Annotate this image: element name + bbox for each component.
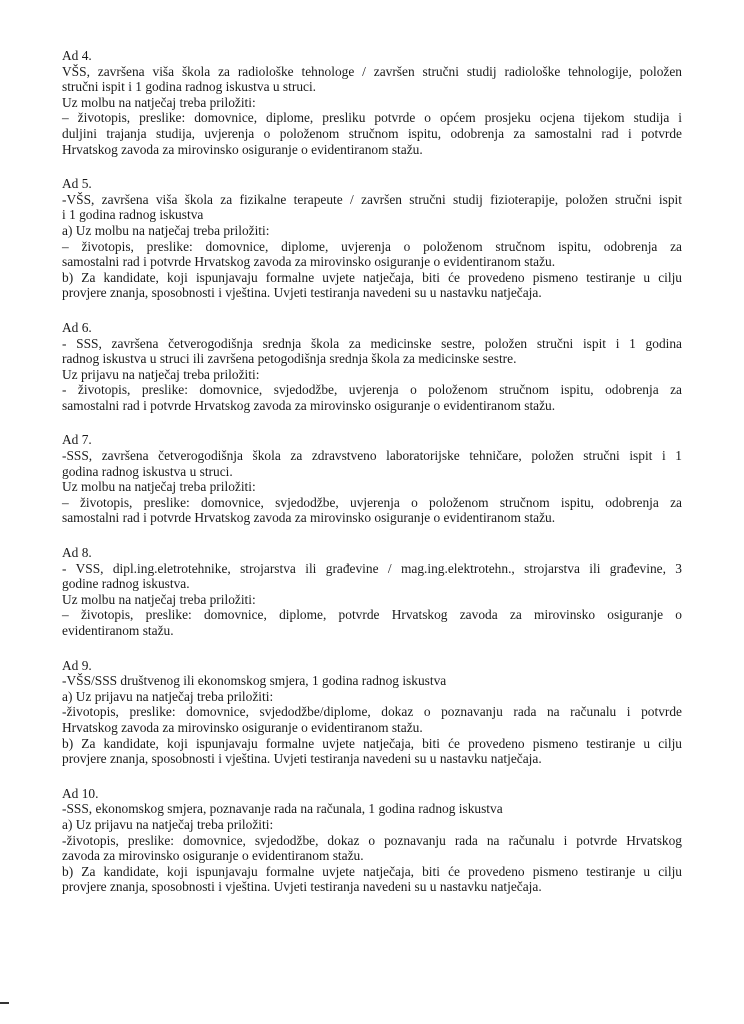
text-line: -VŠS, završena viša škola za fizikalne terapeute / završen stručni studij fizioterapije, položen stručni ispit <box>62 191 682 207</box>
text-line: a) Uz prijavu na natječaj treba priložiti: <box>62 816 274 832</box>
text-line: samostalni rad i potvrde Hrvatskog zavoda za mirovinsko osiguranje o evidentiranom stažu. <box>62 510 556 526</box>
section-heading: Ad 6. <box>62 319 92 335</box>
text-line: provjere znanja, sposobnosti i vještina. Uvjeti testiranja navedeni su u nastavku natječaja. <box>62 285 542 301</box>
text-line: Uz molbu na natječaj treba priložiti: <box>62 479 256 495</box>
text-line: duljini trajanja studija, uvjerenja o položenom stručnom ispitu, odobrenja za samostalni rad i potvrde <box>62 125 682 141</box>
section-ad-10 <box>62 786 682 895</box>
text-line: -životopis, preslike: domovnice, svjedodžbe/diplome, dokaz o poznavanju rada na računalu i potvrde <box>62 704 682 720</box>
document-page <box>62 48 682 914</box>
text-line: samostalni rad i potvrde Hrvatskog zavoda za mirovinsko osiguranje o evidentiranom stažu. <box>62 254 556 270</box>
text-line: i 1 godina radnog iskustva <box>62 207 204 223</box>
text-line: samostalni rad i potvrde Hrvatskog zavoda za mirovinsko osiguranje o evidentiranom stažu. <box>62 397 556 413</box>
text-line: Uz molbu na natječaj treba priložiti: <box>62 591 256 607</box>
text-line: – životopis, preslike: domovnice, diplome, uvjerenja o položenom stručnom ispitu, odobrenja za <box>62 238 682 254</box>
text-line: stručni ispit i 1 godina radnog iskustva u struci. <box>62 79 317 95</box>
text-line: provjere znanja, sposobnosti i vještina. Uvjeti testiranja navedeni su u nastavku natječaja. <box>62 879 542 895</box>
text-line: Uz prijavu na natječaj treba priložiti: <box>62 366 260 382</box>
text-line: - SSS, završena četverogodišnja srednja škola za medicinske sestre, položen stručni ispit i 1 godina <box>62 335 682 351</box>
text-line: Uz molbu na natječaj treba priložiti: <box>62 94 256 110</box>
text-line: provjere znanja, sposobnosti i vještina. Uvjeti testiranja navedeni su u nastavku natječaja. <box>62 751 542 767</box>
text-line: – životopis, preslike: domovnice, svjedodžbe, uvjerenja o položenom stručnom ispitu, odobrenja za <box>62 494 682 510</box>
text-line: b) Za kandidate, koji ispunjavaju formalne uvjete natječaja, biti će provedeno pismeno testiranje u cilju <box>62 863 682 879</box>
text-line: -životopis, preslike: domovnice, svjedodžbe, dokaz o poznavanju rada na računalu i potvrde Hrvatskog <box>62 832 682 848</box>
text-line: -SSS, ekonomskog smjera, poznavanje rada na računala, 1 godina radnog iskustva <box>62 801 503 817</box>
text-line: - životopis, preslike: domovnice, svjedodžbe, uvjerenja o položenom stručnom ispitu, odobrenja za <box>62 382 682 398</box>
text-line: – životopis, preslike: domovnice, diplome, potvrde Hrvatskog zavoda za mirovinsko osiguranje o <box>62 607 682 623</box>
text-line: godina radnog iskustva u struci. <box>62 463 233 479</box>
section-heading: Ad 5. <box>62 176 92 192</box>
text-line: zavoda za mirovinsko osiguranje o evidentiranom stažu. <box>62 848 364 864</box>
section-ad-7 <box>62 432 682 526</box>
section-ad-9 <box>62 658 682 767</box>
section-ad-4 <box>62 48 682 157</box>
text-line: evidentiranom stažu. <box>62 623 174 638</box>
section-ad-8 <box>62 545 682 639</box>
text-line: godine radnog iskustva. <box>62 576 190 592</box>
section-heading: Ad 9. <box>62 657 92 673</box>
text-line: -SSS, završena četverogodišnja škola za zdravstveno laboratorijske tehničare, položen stručni ispit i 1 <box>62 448 682 464</box>
text-line: b) Za kandidate, koji ispunjavaju formalne uvjete natječaja, biti će provedeno pismeno testiranje u cilju <box>62 269 682 285</box>
text-line: a) Uz molbu na natječaj treba priložiti: <box>62 222 270 238</box>
section-ad-5 <box>62 176 682 301</box>
section-ad-6 <box>62 320 682 414</box>
text-line: a) Uz prijavu na natječaj treba priložiti: <box>62 688 274 704</box>
section-heading: Ad 7. <box>62 432 92 448</box>
scan-edge-mark <box>0 1002 9 1004</box>
text-line: radnog iskustva u struci ili završena petogodišnja srednja škola za medicinske sestre. <box>62 351 517 367</box>
text-line: b) Za kandidate, koji ispunjavaju formalne uvjete natječaja, biti će provedeno pismeno testiranje u cilju <box>62 735 682 751</box>
section-heading: Ad 8. <box>62 545 92 561</box>
text-line: – životopis, preslike: domovnice, diplome, presliku potvrde o općem prosjeku ocjena tijekom studija i <box>62 110 682 126</box>
text-line: Hrvatskog zavoda za mirovinsko osiguranje o evidentiranom stažu. <box>62 141 423 157</box>
text-line: - VSS, dipl.ing.eletrotehnike, strojarstva ili građevine / mag.ing.elektrotehn., strojarstva ili građevine, 3 <box>62 560 682 576</box>
text-line: -VŠS/SSS društvenog ili ekonomskog smjera, 1 godina radnog iskustva <box>62 673 447 689</box>
text-line: Hrvatskog zavoda za mirovinsko osiguranje o evidentiranom stažu. <box>62 719 423 735</box>
section-heading: Ad 4. <box>62 48 92 63</box>
section-heading: Ad 10. <box>62 785 99 801</box>
text-line: VŠS, završena viša škola za radiološke tehnologe / završen stručni studij radiološke tehnologije, položen <box>62 63 682 79</box>
